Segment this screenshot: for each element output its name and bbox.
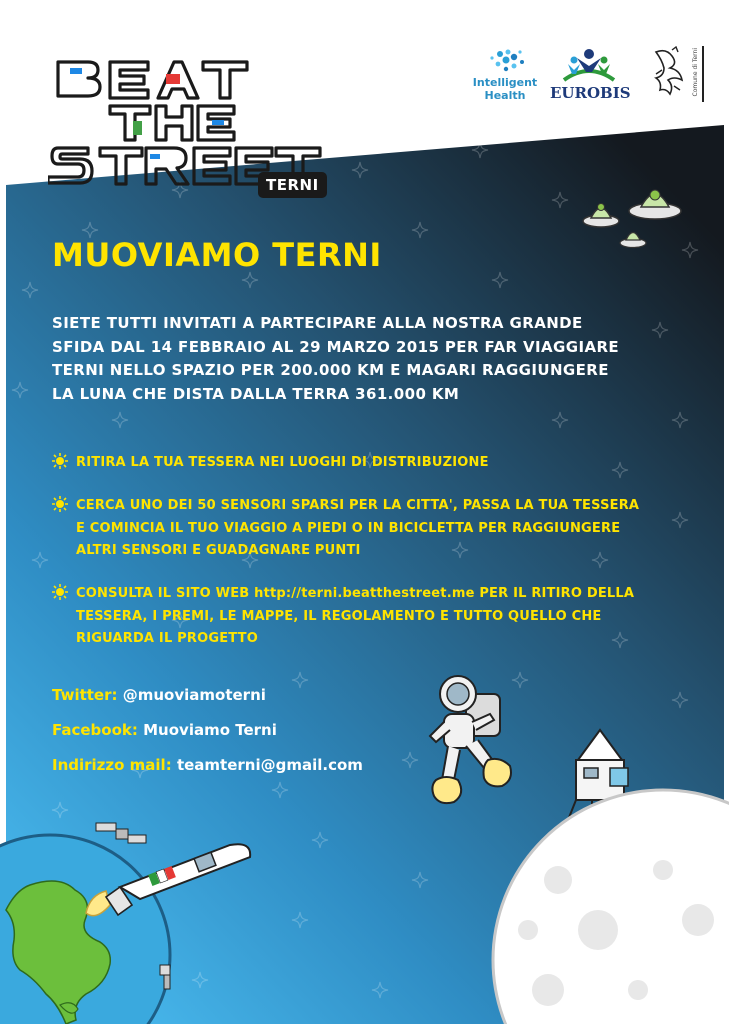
facebook-label: Facebook:	[52, 721, 138, 739]
partner-logos	[470, 46, 715, 106]
comune-divider	[702, 46, 704, 102]
comune-name: Comune di Terni	[692, 48, 699, 97]
eurobis-name: EUROBIS	[550, 84, 631, 102]
mail-label: Indirizzo mail:	[52, 756, 172, 774]
headline: MUOVIAMO TERNI	[52, 236, 382, 274]
earth-icon	[0, 835, 170, 1024]
moon-icon	[493, 790, 729, 1024]
bullet-text: CERCA UNO DEI 50 SENSORI SPARSI PER LA CITTA', PASSA LA TUA TESSERA E COMINCIA IL TUO VIAGGIO A PIEDI O IN BICICLETTA PER RAGGIUNGERE ALTRI SENSORI E GUADAGNARE PUNTI	[76, 498, 640, 558]
twitter-handle[interactable]: @muoviamoterni	[122, 686, 266, 704]
twitter-label: Twitter:	[52, 686, 118, 704]
dragon-crest-icon	[648, 46, 690, 102]
eurobis-logo	[550, 46, 631, 102]
intelligent-health-logo	[470, 46, 540, 102]
comune-di-terni-logo	[648, 46, 710, 106]
sun-bullet-icon	[52, 584, 68, 600]
ufo-icon	[583, 204, 619, 228]
contact-twitter	[52, 686, 266, 704]
ufo-icon	[629, 190, 681, 219]
moon-with-lander	[488, 720, 729, 1024]
intro-text: SIETE TUTTI INVITATI A PARTECIPARE ALLA NOSTRA GRANDE SFIDA DAL 14 FEBBRAIO AL 29 MARZO 2015 PER FAR VIAGGIARE TERNI NELLO SPAZIO PER 200.000 KM E MAGARI RAGGIUNGERE LA LUNA CHE DISTA DALLA TERRA 361.000 KM	[52, 314, 620, 403]
dots-icon	[470, 46, 540, 76]
intelligent-health-name-line2: Health	[484, 89, 526, 102]
ufo-group-icon	[575, 175, 690, 255]
city-badge: TERNI	[258, 172, 327, 198]
ufo-icon	[620, 233, 646, 248]
people-icon	[550, 46, 628, 84]
facebook-page[interactable]: Muoviamo Terni	[143, 721, 277, 739]
sun-bullet-icon	[52, 496, 68, 512]
sun-bullet-icon	[52, 453, 68, 469]
bullet-text: CONSULTA IL SITO WEB http://terni.beatthestreet.me PER IL RITIRO DELLA TESSERA, I PREMI, LE MAPPE, IL REGOLAMENTO E TUTTO QUELLO CHE RIGUARDA IL PROGETTO	[76, 586, 635, 646]
mail-address[interactable]: teamterni@gmail.com	[176, 756, 363, 774]
intelligent-health-name-line1: Intelligent	[472, 76, 538, 89]
earth-and-rocket	[0, 815, 300, 1024]
contact-facebook	[52, 721, 277, 739]
bullet-text: RITIRA LA TUA TESSERA NEI LUOGHI DI DISTRIBUZIONE	[76, 455, 489, 470]
satellite-icon	[96, 823, 146, 843]
contact-mail	[52, 756, 363, 774]
